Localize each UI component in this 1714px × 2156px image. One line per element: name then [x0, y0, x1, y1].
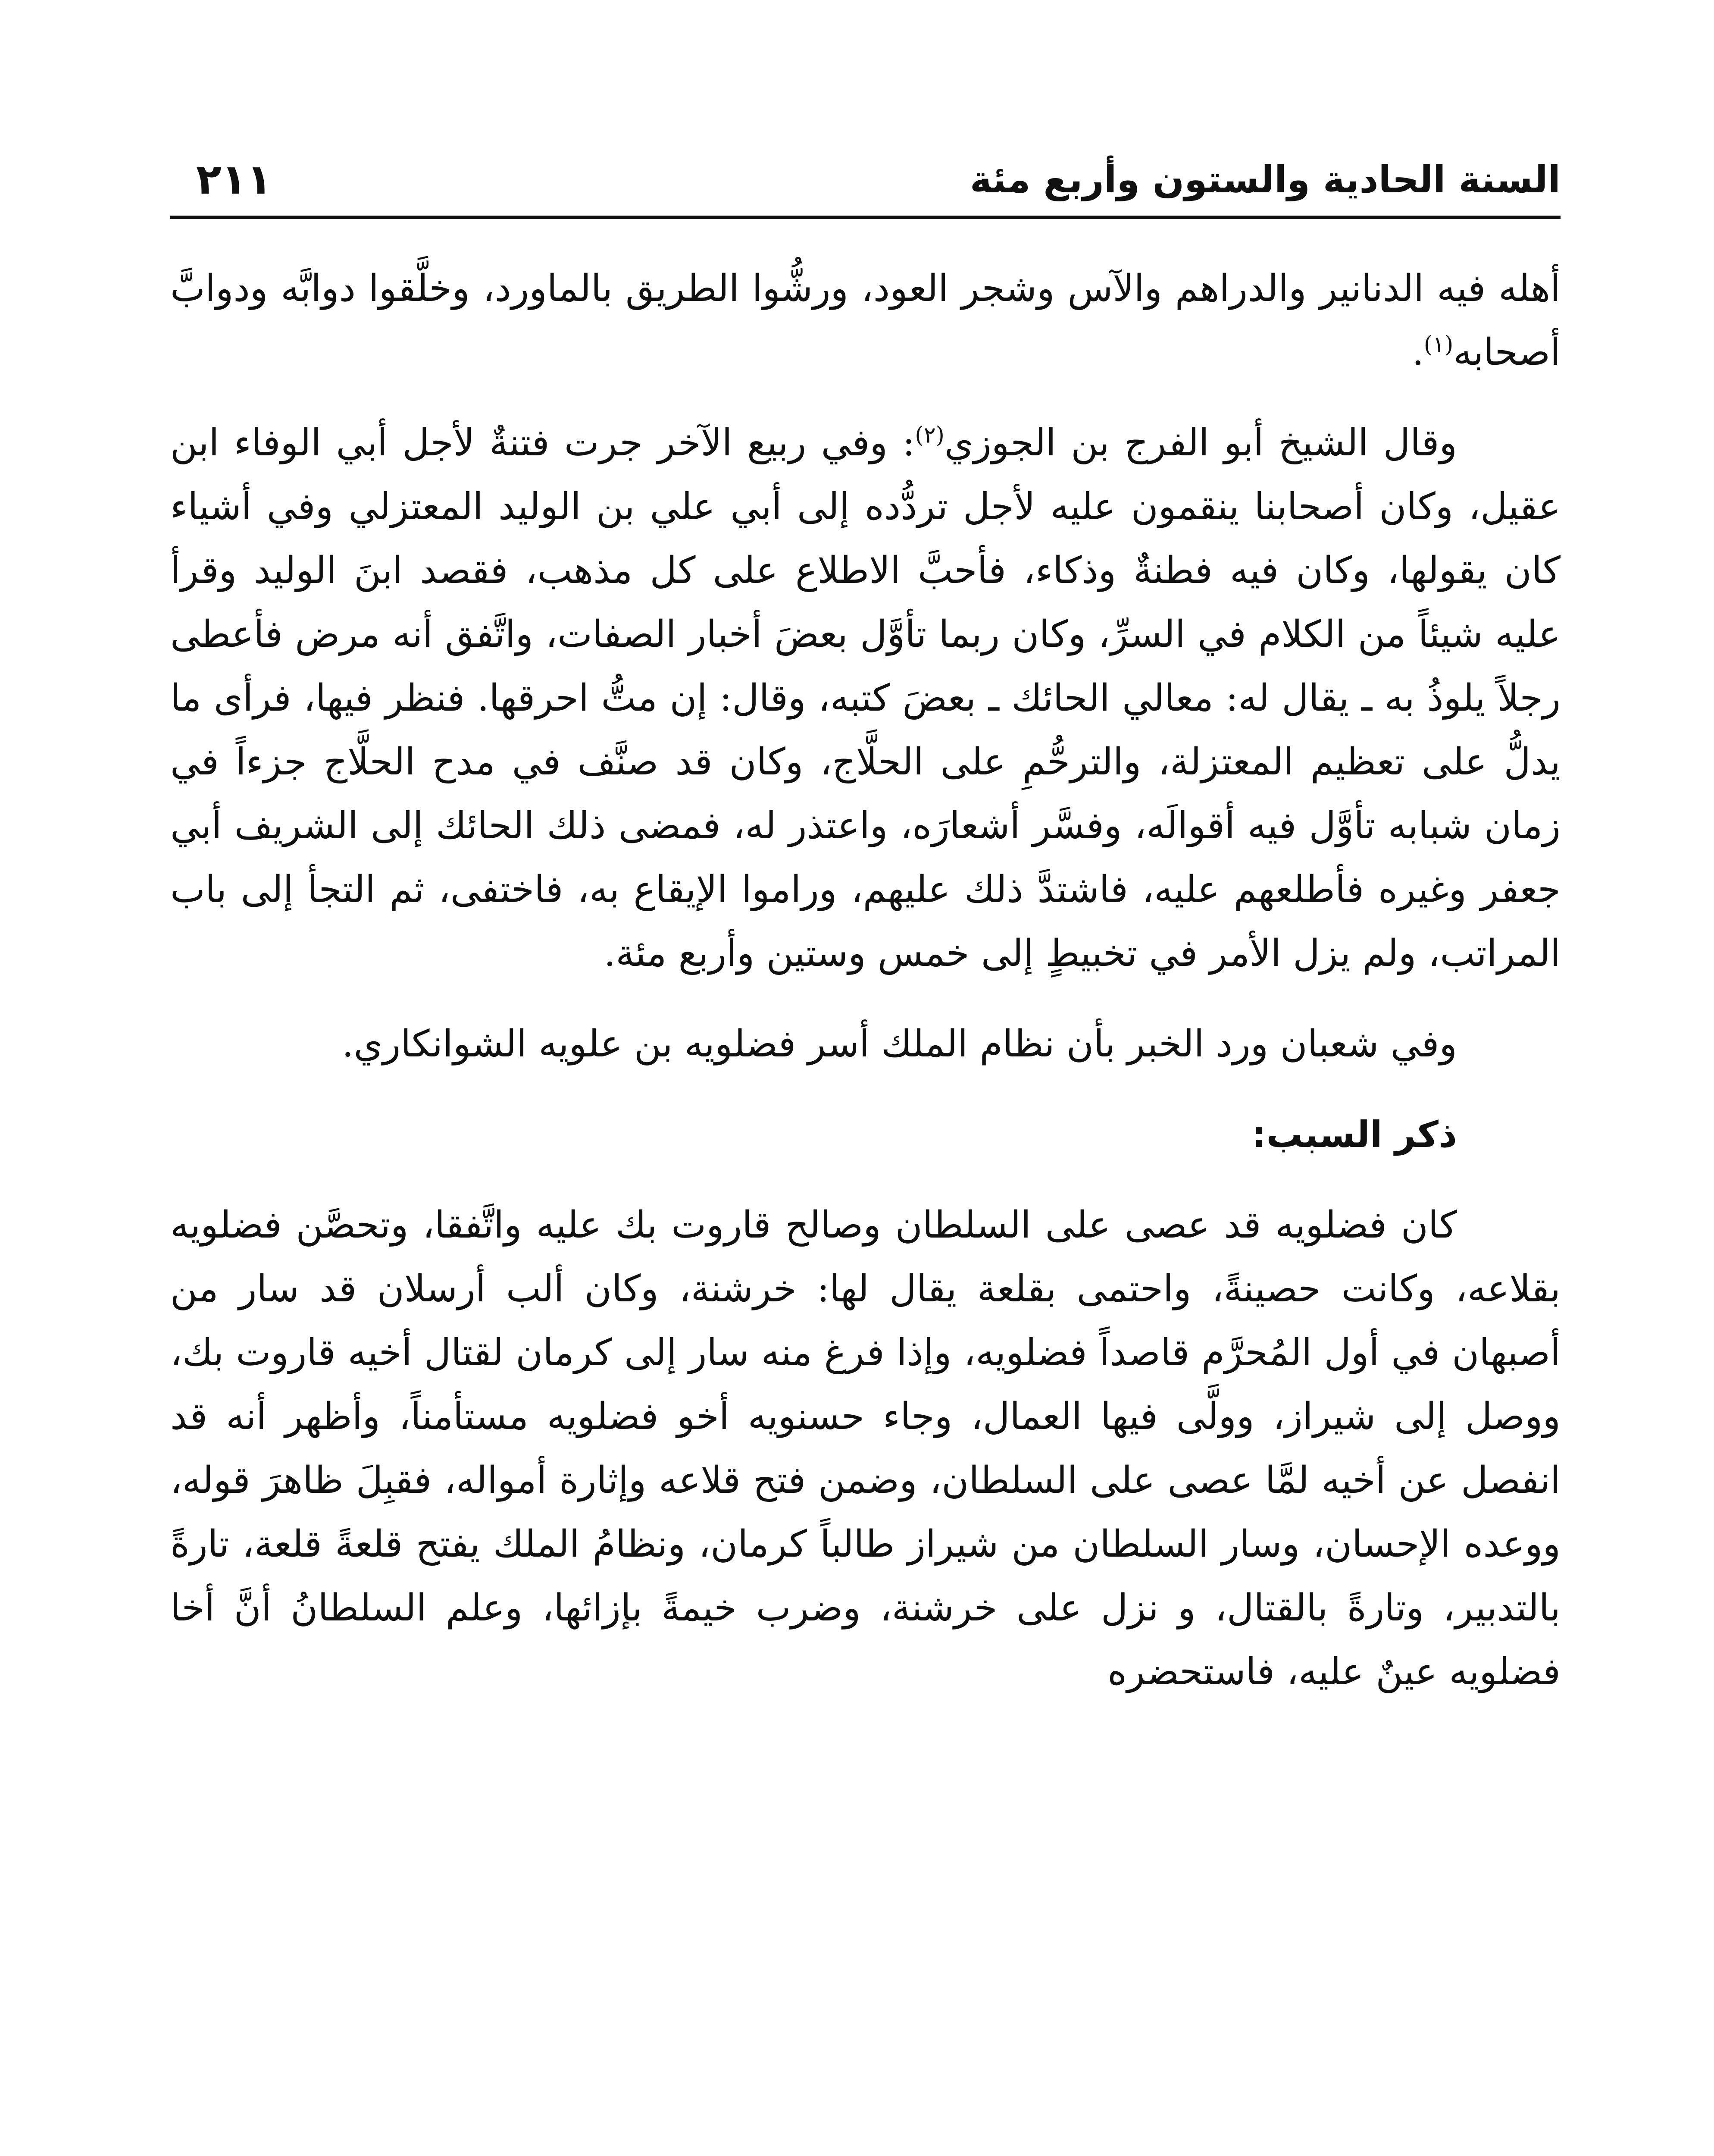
paragraph-text-end: . — [1412, 331, 1424, 374]
paragraph-text-end: : وفي ربيع الآخر جرت فتنةٌ لأجل أبي الوفاء ابن عقيل، وكان أصحابنا ينقمون عليه لأجل تردُّده إلى أبي علي بن الوليد المعتزلي وفي أشياء كان يقولها، وكان فيه فطنةٌ وذكاء، فأحبَّ الاطلاع على كل مذهب، فقصد ابنَ الوليد وقرأ عليه شيئاً من الكلام في السرِّ، وكان ربما تأوَّل بعضَ أخبار الصفات، واتَّفق أنه مرض فأعطى رجلاً يلوذُ به ـ يقال له: معالي الحائك ـ بعضَ كتبه، وقال: إن متُّ احرقها. فنظر فيها، فرأى ما يدلُّ على تعظيم المعتزلة، والترحُّمِ على الحلَّاج، وكان قد صنَّف في مدح الحلَّاج جزءاً في زمان شبابه تأوَّل فيه أقوالَه، وفسَّر أشعارَه، واعتذر له، فمضى ذلك الحائك إلى الشريف أبي جعفر وغيره فأطلعهم عليه، فاشتدَّ ذلك عليهم، وراموا الإيقاع به، فاختفى، ثم التجأ إلى باب المراتب، ولم يزل الأمر في تخبيطٍ إلى خمس وستين وأربع مئة. — [170, 421, 1561, 975]
paragraph-1 — [170, 257, 1561, 384]
paragraph-text: وفي شعبان ورد الخبر بأن نظام الملك أسر فضلويه بن علويه الشوانكاري. — [342, 1022, 1457, 1065]
paragraph-3 — [170, 1012, 1561, 1076]
paragraph-2 — [170, 411, 1561, 985]
main-text — [170, 257, 1561, 1730]
section-heading: ذكر السبب: — [1251, 1113, 1457, 1156]
paragraph-4: كان فضلويه قد عصى على السلطان وصالح قاروت بك عليه واتَّفقا، وتحصَّن فضلويه بقلاعه، وكانت حصينةً، واحتمى بقلعة يقال لها: خرشنة، وكان ألب أرسلان قد سار من أصبهان في أول المُحرَّم قاصداً فضلويه، وإذا فرغ منه سار إلى كرمان لقتال أخيه قاروت بك، ووصل إلى شيراز، وولَّى فيها العمال، وجاء حسنويه أخو فضلويه مستأمناً، وأظهر أنه قد انفصل عن أخيه لمَّا عصى على السلطان، وضمن فتح قلاعه وإثارة أمواله، فقبِلَ ظاهرَ قوله، ووعده الإحسان، وسار السلطان من شيراز طالباً كرمان، ونظامُ الملك يفتح قلعةً قلعة، تارةً بالتدبير، وتارةً بالقتال، و نزل على خرشنة، وضرب خيمةً بإزائها، وعلم السلطانُ أنَّ أخا فضلويه عينٌ عليه، فاستحضره — [170, 1203, 1561, 1693]
footnote-reference-2: (٢) — [915, 422, 945, 448]
paragraph-text: أهله فيه الدنانير والدراهم والآس وشجر العود، ورشُّوا الطريق بالماورد، وخلَّقوا دوابَّه ودوابَّ أصحابه — [170, 267, 1561, 374]
paragraph-text: وقال الشيخ أبو الفرج بن الجوزي — [944, 421, 1457, 464]
page-header — [170, 142, 1561, 219]
footnote-reference-1: (١) — [1423, 332, 1454, 358]
running-title: السنة الحادية والستون وأربع مئة — [970, 158, 1561, 201]
page-number: ٢١١ — [196, 155, 272, 204]
